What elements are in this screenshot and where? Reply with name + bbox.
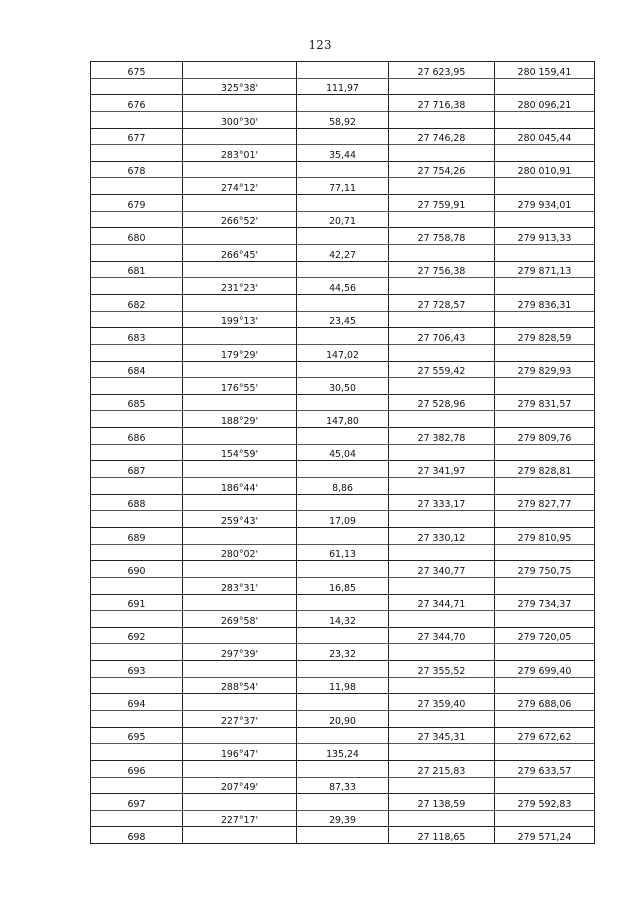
point-number-cell (91, 611, 183, 628)
coordinates-table-container (90, 61, 594, 844)
distance-cell: 8,86 (297, 478, 389, 495)
x-coordinate-cell (389, 810, 495, 827)
point-number-cell: 698 (91, 827, 183, 844)
y-coordinate-cell (495, 710, 595, 727)
x-coordinate-cell (389, 311, 495, 328)
point-number-cell: 697 (91, 794, 183, 811)
x-coordinate-cell: 27 728,57 (389, 294, 495, 311)
point-number-cell: 681 (91, 261, 183, 278)
y-coordinate-cell: 279 831,57 (495, 394, 595, 411)
y-coordinate-cell: 279 720,05 (495, 627, 595, 644)
point-number-cell: 675 (91, 62, 183, 79)
distance-cell: 58,92 (297, 111, 389, 128)
point-row (91, 261, 595, 278)
distance-cell (297, 627, 389, 644)
x-coordinate-cell: 27 345,31 (389, 727, 495, 744)
x-coordinate-cell: 27 756,38 (389, 261, 495, 278)
segment-row (91, 278, 595, 295)
y-coordinate-cell: 279 934,01 (495, 195, 595, 212)
distance-cell: 111,97 (297, 78, 389, 95)
direction-angle-cell: 188°29' (183, 411, 297, 428)
distance-cell (297, 794, 389, 811)
direction-angle-cell (183, 627, 297, 644)
direction-angle-cell (183, 294, 297, 311)
point-row (91, 294, 595, 311)
x-coordinate-cell (389, 78, 495, 95)
point-number-cell (91, 677, 183, 694)
segment-row (91, 478, 595, 495)
point-number-cell: 689 (91, 527, 183, 544)
distance-cell: 16,85 (297, 577, 389, 594)
x-coordinate-cell (389, 577, 495, 594)
x-coordinate-cell: 27 528,96 (389, 394, 495, 411)
direction-angle-cell (183, 361, 297, 378)
direction-angle-cell: 227°37' (183, 710, 297, 727)
point-number-cell (91, 344, 183, 361)
direction-angle-cell: 259°43' (183, 511, 297, 528)
direction-angle-cell: 227°17' (183, 810, 297, 827)
point-row (91, 128, 595, 145)
y-coordinate-cell (495, 611, 595, 628)
direction-angle-cell: 269°58' (183, 611, 297, 628)
y-coordinate-cell: 279 571,24 (495, 827, 595, 844)
point-row (91, 594, 595, 611)
point-number-cell (91, 311, 183, 328)
y-coordinate-cell (495, 777, 595, 794)
direction-angle-cell (183, 228, 297, 245)
direction-angle-cell (183, 694, 297, 711)
point-number-cell (91, 145, 183, 162)
distance-cell: 29,39 (297, 810, 389, 827)
point-number-cell: 696 (91, 760, 183, 777)
segment-row (91, 111, 595, 128)
point-number-cell: 691 (91, 594, 183, 611)
distance-cell: 11,98 (297, 677, 389, 694)
y-coordinate-cell (495, 577, 595, 594)
direction-angle-cell: 266°45' (183, 245, 297, 262)
segment-row (91, 810, 595, 827)
segment-row (91, 644, 595, 661)
point-number-cell: 692 (91, 627, 183, 644)
x-coordinate-cell: 27 754,26 (389, 161, 495, 178)
direction-angle-cell: 154°59' (183, 444, 297, 461)
x-coordinate-cell: 27 330,12 (389, 527, 495, 544)
point-row (91, 228, 595, 245)
y-coordinate-cell: 279 810,95 (495, 527, 595, 544)
x-coordinate-cell: 27 341,97 (389, 461, 495, 478)
x-coordinate-cell (389, 611, 495, 628)
point-row (91, 827, 595, 844)
point-number-cell: 677 (91, 128, 183, 145)
point-row (91, 62, 595, 79)
point-row (91, 328, 595, 345)
point-number-cell: 679 (91, 195, 183, 212)
y-coordinate-cell: 279 672,62 (495, 727, 595, 744)
y-coordinate-cell (495, 145, 595, 162)
segment-row (91, 577, 595, 594)
segment-row (91, 611, 595, 628)
distance-cell: 87,33 (297, 777, 389, 794)
point-row (91, 527, 595, 544)
x-coordinate-cell (389, 444, 495, 461)
direction-angle-cell: 300°30' (183, 111, 297, 128)
point-number-cell (91, 810, 183, 827)
y-coordinate-cell: 279 828,81 (495, 461, 595, 478)
distance-cell: 42,27 (297, 245, 389, 262)
y-coordinate-cell: 279 827,77 (495, 494, 595, 511)
segment-row (91, 677, 595, 694)
x-coordinate-cell: 27 746,28 (389, 128, 495, 145)
point-number-cell (91, 178, 183, 195)
distance-cell: 20,71 (297, 211, 389, 228)
x-coordinate-cell (389, 644, 495, 661)
coordinates-table-body (91, 62, 595, 844)
point-row (91, 794, 595, 811)
point-number-cell: 676 (91, 95, 183, 112)
point-number-cell (91, 478, 183, 495)
distance-cell (297, 827, 389, 844)
x-coordinate-cell: 27 758,78 (389, 228, 495, 245)
direction-angle-cell: 231°23' (183, 278, 297, 295)
x-coordinate-cell: 27 623,95 (389, 62, 495, 79)
x-coordinate-cell (389, 111, 495, 128)
distance-cell: 61,13 (297, 544, 389, 561)
direction-angle-cell: 280°02' (183, 544, 297, 561)
y-coordinate-cell: 279 828,59 (495, 328, 595, 345)
point-number-cell (91, 378, 183, 395)
direction-angle-cell: 196°47' (183, 744, 297, 761)
direction-angle-cell (183, 128, 297, 145)
distance-cell (297, 494, 389, 511)
distance-cell: 20,90 (297, 710, 389, 727)
point-row (91, 694, 595, 711)
direction-angle-cell: 207°49' (183, 777, 297, 794)
distance-cell (297, 261, 389, 278)
segment-row (91, 378, 595, 395)
x-coordinate-cell (389, 677, 495, 694)
direction-angle-cell: 199°13' (183, 311, 297, 328)
x-coordinate-cell: 27 138,59 (389, 794, 495, 811)
distance-cell (297, 62, 389, 79)
point-number-cell: 678 (91, 161, 183, 178)
x-coordinate-cell (389, 411, 495, 428)
direction-angle-cell: 274°12' (183, 178, 297, 195)
point-row (91, 95, 595, 112)
point-number-cell: 682 (91, 294, 183, 311)
y-coordinate-cell (495, 544, 595, 561)
segment-row (91, 710, 595, 727)
y-coordinate-cell (495, 311, 595, 328)
point-row (91, 727, 595, 744)
direction-angle-cell: 283°01' (183, 145, 297, 162)
y-coordinate-cell: 280 096,21 (495, 95, 595, 112)
distance-cell (297, 461, 389, 478)
point-number-cell: 683 (91, 328, 183, 345)
direction-angle-cell (183, 95, 297, 112)
direction-angle-cell (183, 494, 297, 511)
segment-row (91, 777, 595, 794)
y-coordinate-cell (495, 411, 595, 428)
y-coordinate-cell: 279 750,75 (495, 561, 595, 578)
point-number-cell (91, 411, 183, 428)
y-coordinate-cell (495, 444, 595, 461)
direction-angle-cell (183, 62, 297, 79)
direction-angle-cell (183, 161, 297, 178)
distance-cell (297, 594, 389, 611)
y-coordinate-cell (495, 344, 595, 361)
segment-row (91, 544, 595, 561)
x-coordinate-cell: 27 759,91 (389, 195, 495, 212)
x-coordinate-cell: 27 716,38 (389, 95, 495, 112)
distance-cell (297, 661, 389, 678)
point-number-cell: 684 (91, 361, 183, 378)
y-coordinate-cell (495, 245, 595, 262)
direction-angle-cell (183, 195, 297, 212)
y-coordinate-cell: 279 592,83 (495, 794, 595, 811)
x-coordinate-cell: 27 706,43 (389, 328, 495, 345)
direction-angle-cell: 283°31' (183, 577, 297, 594)
distance-cell (297, 428, 389, 445)
direction-angle-cell (183, 827, 297, 844)
x-coordinate-cell (389, 344, 495, 361)
y-coordinate-cell (495, 677, 595, 694)
point-number-cell (91, 78, 183, 95)
point-number-cell (91, 211, 183, 228)
distance-cell (297, 394, 389, 411)
y-coordinate-cell: 280 159,41 (495, 62, 595, 79)
point-number-cell: 680 (91, 228, 183, 245)
y-coordinate-cell: 279 829,93 (495, 361, 595, 378)
direction-angle-cell (183, 794, 297, 811)
distance-cell: 35,44 (297, 145, 389, 162)
y-coordinate-cell: 280 045,44 (495, 128, 595, 145)
direction-angle-cell: 179°29' (183, 344, 297, 361)
x-coordinate-cell (389, 378, 495, 395)
x-coordinate-cell (389, 544, 495, 561)
distance-cell: 30,50 (297, 378, 389, 395)
segment-row (91, 178, 595, 195)
x-coordinate-cell (389, 211, 495, 228)
y-coordinate-cell (495, 644, 595, 661)
point-number-cell: 690 (91, 561, 183, 578)
direction-angle-cell (183, 760, 297, 777)
y-coordinate-cell: 279 836,31 (495, 294, 595, 311)
direction-angle-cell (183, 328, 297, 345)
x-coordinate-cell: 27 344,71 (389, 594, 495, 611)
direction-angle-cell (183, 661, 297, 678)
y-coordinate-cell (495, 744, 595, 761)
segment-row (91, 211, 595, 228)
distance-cell: 23,32 (297, 644, 389, 661)
y-coordinate-cell: 279 688,06 (495, 694, 595, 711)
direction-angle-cell: 186°44' (183, 478, 297, 495)
y-coordinate-cell: 279 809,76 (495, 428, 595, 445)
y-coordinate-cell (495, 111, 595, 128)
x-coordinate-cell: 27 340,77 (389, 561, 495, 578)
direction-angle-cell: 297°39' (183, 644, 297, 661)
point-number-cell: 685 (91, 394, 183, 411)
segment-row (91, 511, 595, 528)
point-number-cell: 686 (91, 428, 183, 445)
distance-cell: 17,09 (297, 511, 389, 528)
distance-cell: 147,80 (297, 411, 389, 428)
point-row (91, 494, 595, 511)
segment-row (91, 311, 595, 328)
distance-cell (297, 328, 389, 345)
point-row (91, 760, 595, 777)
point-number-cell: 688 (91, 494, 183, 511)
x-coordinate-cell (389, 511, 495, 528)
distance-cell: 135,24 (297, 744, 389, 761)
direction-angle-cell (183, 727, 297, 744)
distance-cell (297, 527, 389, 544)
segment-row (91, 145, 595, 162)
point-row (91, 394, 595, 411)
direction-angle-cell: 266°52' (183, 211, 297, 228)
distance-cell (297, 361, 389, 378)
y-coordinate-cell: 279 734,37 (495, 594, 595, 611)
distance-cell: 14,32 (297, 611, 389, 628)
y-coordinate-cell: 279 871,13 (495, 261, 595, 278)
y-coordinate-cell: 280 010,91 (495, 161, 595, 178)
y-coordinate-cell (495, 78, 595, 95)
x-coordinate-cell (389, 710, 495, 727)
distance-cell: 77,11 (297, 178, 389, 195)
distance-cell: 45,04 (297, 444, 389, 461)
y-coordinate-cell: 279 913,33 (495, 228, 595, 245)
y-coordinate-cell (495, 178, 595, 195)
point-number-cell (91, 245, 183, 262)
direction-angle-cell: 325°38' (183, 78, 297, 95)
point-row (91, 361, 595, 378)
point-row (91, 561, 595, 578)
x-coordinate-cell: 27 118,65 (389, 827, 495, 844)
x-coordinate-cell (389, 478, 495, 495)
x-coordinate-cell: 27 382,78 (389, 428, 495, 445)
segment-row (91, 245, 595, 262)
direction-angle-cell: 288°54' (183, 677, 297, 694)
segment-row (91, 78, 595, 95)
y-coordinate-cell (495, 211, 595, 228)
point-number-cell: 693 (91, 661, 183, 678)
distance-cell (297, 561, 389, 578)
segment-row (91, 744, 595, 761)
point-row (91, 161, 595, 178)
direction-angle-cell (183, 394, 297, 411)
point-row (91, 195, 595, 212)
coordinates-table (90, 61, 595, 844)
point-row (91, 428, 595, 445)
y-coordinate-cell (495, 278, 595, 295)
direction-angle-cell (183, 428, 297, 445)
point-number-cell (91, 511, 183, 528)
distance-cell (297, 694, 389, 711)
point-number-cell: 694 (91, 694, 183, 711)
x-coordinate-cell (389, 145, 495, 162)
segment-row (91, 444, 595, 461)
direction-angle-cell (183, 461, 297, 478)
y-coordinate-cell (495, 511, 595, 528)
point-row (91, 461, 595, 478)
point-number-cell (91, 777, 183, 794)
distance-cell (297, 95, 389, 112)
point-number-cell (91, 278, 183, 295)
distance-cell: 23,45 (297, 311, 389, 328)
x-coordinate-cell (389, 178, 495, 195)
distance-cell (297, 128, 389, 145)
point-number-cell (91, 710, 183, 727)
x-coordinate-cell (389, 245, 495, 262)
y-coordinate-cell: 279 699,40 (495, 661, 595, 678)
point-number-cell: 695 (91, 727, 183, 744)
y-coordinate-cell (495, 478, 595, 495)
y-coordinate-cell: 279 633,57 (495, 760, 595, 777)
distance-cell: 44,56 (297, 278, 389, 295)
y-coordinate-cell (495, 378, 595, 395)
x-coordinate-cell: 27 355,52 (389, 661, 495, 678)
point-number-cell (91, 644, 183, 661)
point-number-cell (91, 111, 183, 128)
segment-row (91, 411, 595, 428)
x-coordinate-cell (389, 777, 495, 794)
direction-angle-cell (183, 527, 297, 544)
direction-angle-cell (183, 561, 297, 578)
point-number-cell: 687 (91, 461, 183, 478)
x-coordinate-cell: 27 215,83 (389, 760, 495, 777)
direction-angle-cell: 176°55' (183, 378, 297, 395)
distance-cell (297, 294, 389, 311)
distance-cell (297, 727, 389, 744)
x-coordinate-cell (389, 744, 495, 761)
direction-angle-cell (183, 594, 297, 611)
point-number-cell (91, 444, 183, 461)
x-coordinate-cell: 27 333,17 (389, 494, 495, 511)
distance-cell (297, 195, 389, 212)
point-number-cell (91, 577, 183, 594)
x-coordinate-cell (389, 278, 495, 295)
point-number-cell (91, 544, 183, 561)
direction-angle-cell (183, 261, 297, 278)
distance-cell (297, 161, 389, 178)
x-coordinate-cell: 27 559,42 (389, 361, 495, 378)
x-coordinate-cell: 27 359,40 (389, 694, 495, 711)
distance-cell (297, 228, 389, 245)
distance-cell: 147,02 (297, 344, 389, 361)
point-row (91, 661, 595, 678)
x-coordinate-cell: 27 344,70 (389, 627, 495, 644)
distance-cell (297, 760, 389, 777)
point-row (91, 627, 595, 644)
page-number: 123 (308, 38, 332, 52)
y-coordinate-cell (495, 810, 595, 827)
segment-row (91, 344, 595, 361)
point-number-cell (91, 744, 183, 761)
